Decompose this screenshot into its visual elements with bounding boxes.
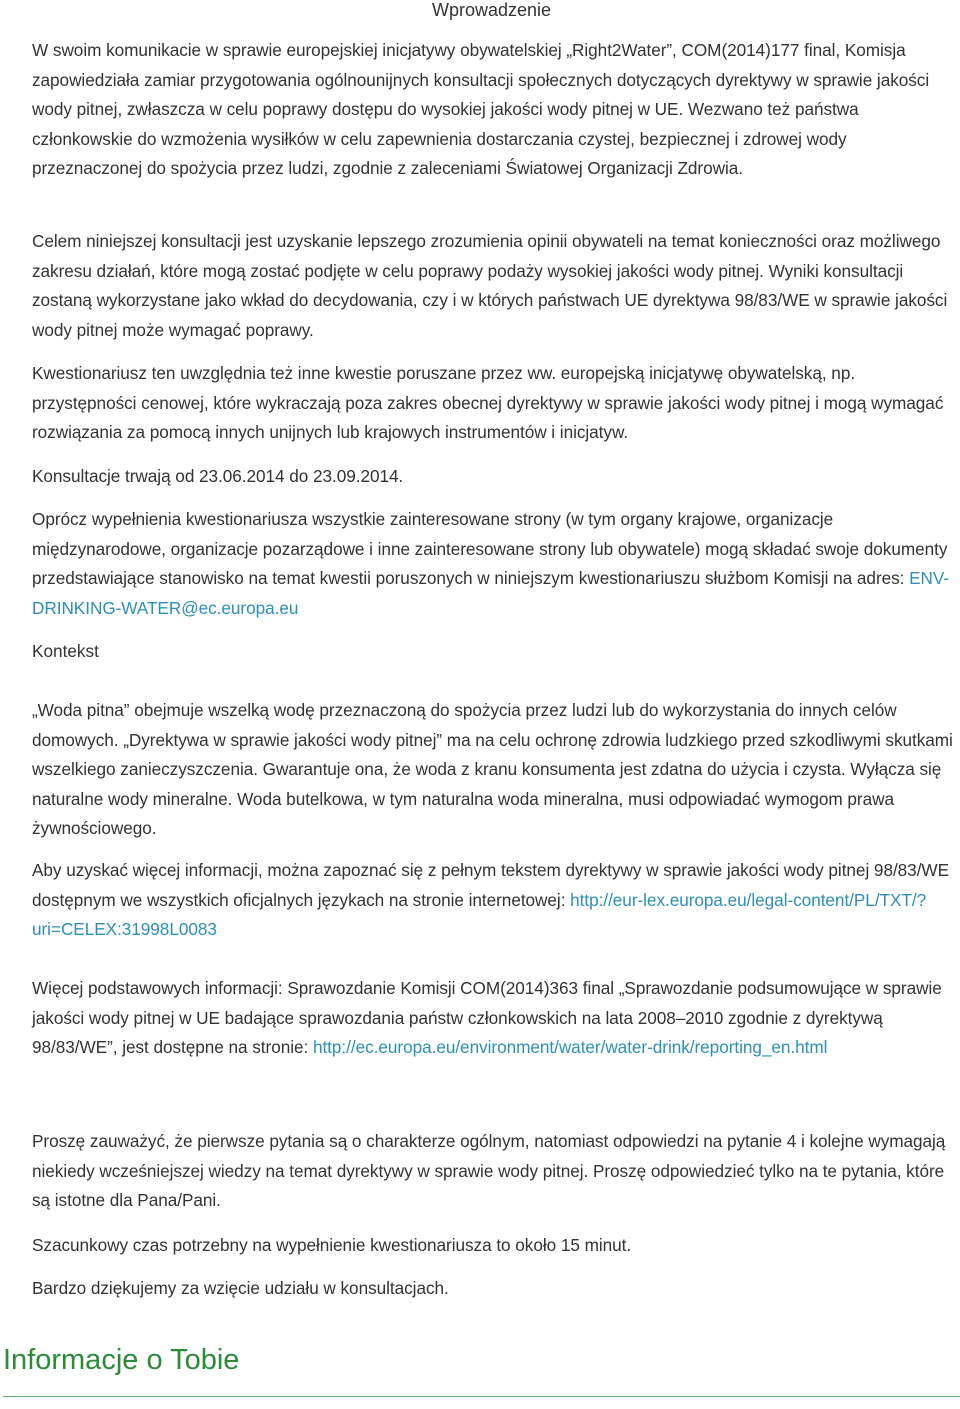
context-heading: Kontekst: [32, 641, 99, 661]
heading-divider: [3, 1396, 960, 1397]
context-paragraph-2-text: Aby uzyskać więcej informacji, można zapoznać się z pełnym tekstem dyrektywy w sprawie jakości wody pitnej 98/83/WE dostępnym we wszystkich oficjalnych językach na stronie internetowej:: [32, 860, 950, 910]
context-paragraph-3-text: Więcej podstawowych informacji: Sprawozdanie Komisji COM(2014)363 final „Sprawozdanie podsumowujące w sprawie jakości wody pitnej w UE badające sprawozdania państw członkowskich na lata 2008–2010 zgodnie z dyrektywą 98/83/WE”, jest dostępne na stronie:: [32, 978, 942, 1057]
consultation-dates: Konsultacje trwają od 23.06.2014 do 23.09.2014.: [32, 466, 404, 486]
context-paragraph-3: [32, 974, 960, 1063]
duration-note: Szacunkowy czas potrzebny na wypełnienie kwestionariusza to około 15 minut.: [32, 1235, 632, 1255]
about-you-heading: Informacje o Tobie: [3, 1344, 240, 1376]
intro-paragraph-3: Kwestionariusz ten uwzględnia też inne kwestie poruszane przez ww. europejską inicjatywę obywatelską, np. przystępności cenowej, które wykraczają poza zakres obecnej dyrektywy w sprawie jakości wody pitnej i mogą wymagać rozwiązania za pomocą innych unijnych lub krajowych instrumentów i inicjatyw.: [32, 363, 944, 442]
context-paragraph-1: „Woda pitna” obejmuje wszelką wodę przeznaczoną do spożycia przez ludzi lub do wykorzystania do innych celów domowych. „Dyrektywa w sprawie jakości wody pitnej” ma na celu ochronę zdrowia ludzkiego przed szkodliwymi skutkami wszelkiego zanieczyszczenia. Gwarantuje ona, że woda z kranu konsumenta jest zdatna do użycia i czysta. Wyłącza się naturalne wody mineralne. Woda butelkowa, w tym naturalna woda mineralna, musi odpowiadać wymogom prawa żywnościowego.: [32, 700, 953, 838]
intro-paragraph-5-text: Oprócz wypełnienia kwestionariusza wszystkie zainteresowane strony (w tym organy krajowe, organizacje międzynarodowe, organizacje pozarządowe i inne zainteresowane strony lub obywatele) mogą składać swoje dokumenty przedstawiające stanowisko na temat kwestii poruszonych w niniejszym kwestionariuszu służbom Komisji na adres:: [32, 509, 948, 588]
intro-heading: Wprowadzenie: [431, 0, 552, 20]
email-link[interactable]: ENV-DRINKING-WATER@ec.europa.eu: [32, 568, 950, 618]
thank-you-note: Bardzo dziękujemy za wzięcie udziału w konsultacjach.: [32, 1278, 449, 1298]
eur-lex-link[interactable]: http://eur-lex.europa.eu/legal-content/PL/TXT/?uri=CELEX:31998L0083: [32, 889, 927, 939]
reporting-link[interactable]: http://ec.europa.eu/environment/water/water-drink/reporting_en.html: [312, 1037, 828, 1057]
intro-paragraph-1: W swoim komunikacie w sprawie europejskiej inicjatywy obywatelskiej „Right2Water”, COM(2014)177 final, Komisja zapowiedziała zamiar przygotowania ogólnounijnych konsultacji społecznych dotyczących dyrektywy w sprawie jakości wody pitnej, zwłaszcza w celu poprawy dostępu do wysokiej jakości wody pitnej w UE. Wezwano też państwa członkowskie do wzmożenia wysiłków w celu zapewnienia dostarczania czystej, bezpiecznej i zdrowej wody przeznaczonej do spożycia przez ludzi, zgodnie z zaleceniami Światowej Organizacji Zdrowia.: [32, 40, 930, 178]
context-paragraph-2: [32, 856, 960, 945]
context-paragraph-4: Proszę zauważyć, że pierwsze pytania są o charakterze ogólnym, natomiast odpowiedzi na pytanie 4 i kolejne wymagają niekiedy wcześniejszej wiedzy na temat dyrektywy w sprawie wody pitnej. Proszę odpowiedzieć tylko na te pytania, które są istotne dla Pana/Pani.: [32, 1131, 946, 1210]
intro-paragraph-2: Celem niniejszej konsultacji jest uzyskanie lepszego zrozumienia opinii obywateli na temat konieczności oraz możliwego zakresu działań, które mogą zostać podjęte w celu poprawy podaży wysokiej jakości wody pitnej. Wyniki konsultacji zostaną wykorzystane jako wkład do decydowania, czy i w których państwach UE dyrektywa 98/83/WE w sprawie jakości wody pitnej może wymagać poprawy.: [32, 231, 948, 340]
intro-paragraph-5: [32, 505, 960, 623]
